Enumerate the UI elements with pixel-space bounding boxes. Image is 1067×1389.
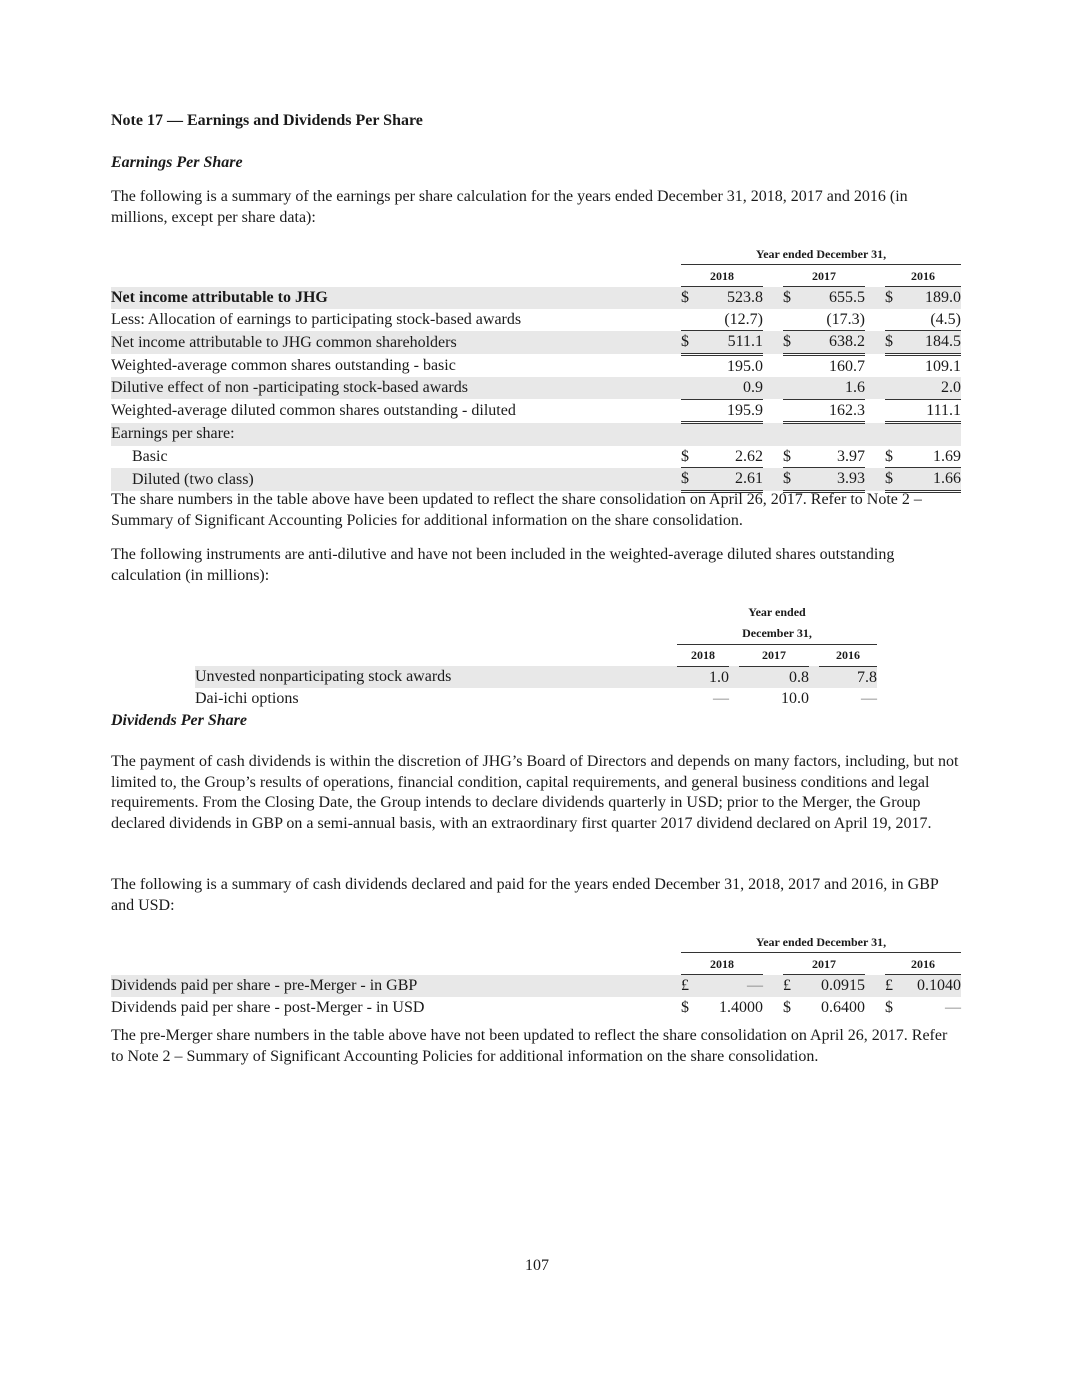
div-year-2018: 2018 [681, 953, 763, 975]
div-year-2017: 2017 [783, 953, 865, 975]
note-title: Note 17 — Earnings and Dividends Per Share [111, 112, 423, 129]
anti-header-line2: December 31, [677, 623, 877, 645]
table-row: Weighted-average common shares outstanding - basic 195.0 160.7 109.1 [111, 356, 961, 375]
table-row: Unvested nonparticipating stock awards 1.0 0.8 7.8 [195, 666, 877, 688]
page-number: 107 [525, 1257, 549, 1274]
anti-year-2017: 2017 [739, 644, 809, 666]
table-row: Weighted-average diluted common shares outstanding - diluted 195.9 162.3 111.1 [111, 399, 961, 423]
anti-year-2016: 2016 [819, 644, 877, 666]
table-row: Less: Allocation of earnings to participating stock-based awards (12.7) (17.3) (4.5) [111, 309, 961, 331]
eps-year-2017: 2017 [783, 265, 865, 287]
div-year-2016: 2016 [885, 953, 961, 975]
dps-note-paragraph: The pre-Merger share numbers in the table above have not been updated to reflect the share consolidation on April 26, 2017. Refer to Note 2 – Summary of Significant Accounting Policies for additional information on the share consolidation. [111, 1027, 948, 1065]
dps-heading: Dividends Per Share [111, 712, 247, 729]
antidilutive-table [195, 601, 877, 710]
eps-table-header: Year ended December 31, [681, 243, 961, 265]
table-row: Dividends paid per share - post-Merger - in USD $ 1.4000 $ 0.6400 $ — [111, 998, 961, 1016]
eps-table [111, 243, 961, 493]
table-row: Net income attributable to JHG common shareholders $ 511.1 $ 638.2 $ 184.5 [111, 331, 961, 355]
div-table-header: Year ended December 31, [681, 931, 961, 953]
table-row: Dividends paid per share - pre-Merger - in GBP £ — £ 0.0915 £ 0.1040 [111, 975, 961, 997]
table-row: Basic $ 2.62 $ 3.97 $ 1.69 [111, 446, 961, 468]
eps-year-2016: 2016 [885, 265, 961, 287]
table-row: Net income attributable to JHG $ 523.8 $ 655.5 $ 189.0 [111, 287, 961, 309]
antidilutive-intro-paragraph: The following instruments are anti-dilutive and have not been included in the weighted-average diluted shares outstanding calculation (in millions): [111, 546, 895, 584]
eps-heading: Earnings Per Share [111, 154, 243, 171]
dps-paragraph-2: The following is a summary of cash dividends declared and paid for the years ended December 31, 2018, 2017 and 2016, in GBP and USD: [111, 876, 939, 914]
table-row: Dilutive effect of non -participating stock-based awards 0.9 1.6 2.0 [111, 377, 961, 399]
table-row: Earnings per share: [111, 423, 961, 446]
eps-intro-paragraph: The following is a summary of the earnings per share calculation for the years ended December 31, 2018, 2017 and 2016 (in millions, except per share data): [111, 188, 908, 226]
anti-header-line1: Year ended [748, 604, 806, 619]
table-row: Dai-ichi options — 10.0 — [195, 690, 877, 707]
anti-year-2018: 2018 [677, 644, 729, 666]
eps-year-2018: 2018 [681, 265, 763, 287]
table-row: Diluted (two class) $ 2.61 $ 3.93 $ 1.66 [111, 468, 961, 492]
dividends-table [111, 931, 961, 1018]
eps-note-paragraph: The share numbers in the table above have been updated to reflect the share consolidation on April 26, 2017. Refer to Note 2 – Summary of Significant Accounting Policies for additional information on the share consolidation. [111, 491, 922, 529]
dps-paragraph-1: The payment of cash dividends is within the discretion of JHG’s Board of Directors and depends on many factors, including, but not limited to, the Group’s results of operations, financial condition, capital requirements, and general business conditions and legal requirements. From the Closing Date, the Group intends to declare dividends quarterly in USD; prior to the Merger, the Group declared dividends in GBP on a semi-annual basis, with an extraordinary first quarter 2017 dividend declared on April 19, 2017. [111, 753, 959, 832]
